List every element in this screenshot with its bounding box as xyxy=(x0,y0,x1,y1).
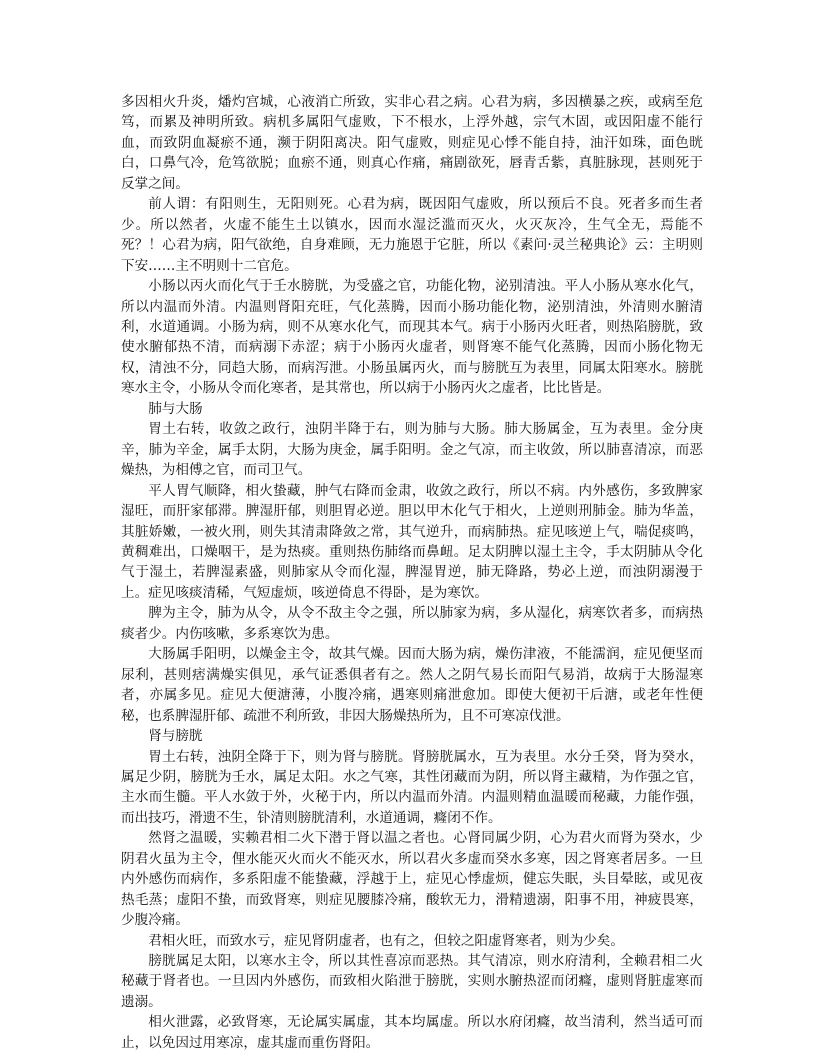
paragraph: 膀胱属足太阳，以寒水主令，所以其性喜凉而恶热。其气清凉，则水府清利，全赖君相二火秘藏于肾者也。一旦因内外感伤，而致相火陷泄于膀胱，实则水腑热涩而闭癃，虚则肾脏虚寒而遗溺。 xyxy=(121,953,703,1010)
paragraph: 脾为主令，肺为从令，从令不敌主令之强，所以肺家为病，多从湿化，病寒饮者多，而病热痰者少。内伤咳嗽，多系寒饮为患。 xyxy=(121,605,703,642)
paragraph: 前人谓：有阳则生，无阳则死。心君为病，既因阳气虚败，所以预后不良。死者多而生者少。所以然者，火虚不能生土以镇水，因而水湿泛滥而灭火，火灭灰冷，生气全无，焉能不死？！心君为病，阳气欲绝，自身难顾，无力施恩于它脏，所以《素问·灵兰秘典论》云：主明则下安……主不明则十二官危。 xyxy=(121,196,703,274)
paragraph: 胃土右转，浊阴全降于下，则为肾与膀胱。肾膀胱属水，互为表里。水分壬癸，肾为癸水，属足少阴，膀胱为壬水，属足太阳。水之气寒，其性闭藏而为阴，所以肾主藏精，为作强之官，主水而生髓。平人水敛于外，火秘于内，所以内温而外清。内温则精血温暖而秘藏，力能作强，而出技巧，滑遗不生，钋清则膀胱清利，水道通调，癃闭不作。 xyxy=(121,748,703,826)
paragraph: 大肠属手阳明，以燥金主令，故其气燥。因而大肠为病，燥伤津液，不能濡润，症见便坚而尿利，甚则痞满燥实俱见，承气证悉俱者有之。然人之阴气易长而阳气易消，故病于大肠湿寒者，亦属多见。症见大便溏薄，小腹冷痛，遇寒则痛泄愈加。即使大便初干后溏，或老年性便秘，也系脾湿肝郁、疏泄不利所致，非因大肠燥热所为，且不可寒凉伐泄。 xyxy=(121,646,703,724)
paragraph: 君相火旺，而致水亏，症见肾阴虚者，也有之，但较之阳虚肾寒者，则为少矣。 xyxy=(148,932,624,949)
paragraph: 平人胃气顺降，相火蛰藏，肿气右降而金肃，收敛之政行，所以不病。内外感伤，多致脾家湿旺，而肝家郁滞。脾湿肝郁，则胆胃必逆。胆以甲木化气于相火，上逆则刑肺金。肺为华盖，其脏娇嫩，一被火刑，则失其清肃降敛之常，其气逆升，而病肺热。症见咳逆上气，喘促痰鸣，黄稠难出，口燥咽干，是为热痰。重则热伤肺络而鼻衄。足太阴脾以湿土主令，手太阴肺从令化气于湿土，若脾湿素盛，则肺家从令而化湿，脾湿胃逆，肺无降路，势必上逆，而浊阴溺漫于上。症见咳痰清稀，气短虚烦，咳逆倚息不得卧，是为寒饮。 xyxy=(121,482,703,601)
paragraph: 多因相火升炎，燔灼宫城，心液消亡所致，实非心君之病。心君为病，多因横暴之疾，或病至危笃，而累及神明所致。病机多属阳气虚败，下不根水，上浮外越，宗气木固，或因阳虚不能行血，而致阴血凝瘀不通，濒于阴阳离决。阳气虚败，则症见心悸不能自持，油汗如珠，面色晄白，口鼻气冷，危笃欲脱；血瘀不通，则真心作痛，痛剧欲死，唇青舌紫，真脏脉现，甚则死于反掌之间。 xyxy=(121,94,703,192)
paragraph: 小肠以丙火而化气于壬水膀胱，为受盛之官，功能化物，泌别清浊。平人小肠从寒水化气，所以内温而外清。内温则肾阳充旺，气化蒸腾，因而小肠功能化物，泌别清浊，外清则水腑清利，水道通调。小肠为病，则不从寒水化气，而现其本气。病于小肠丙火旺者，则热陷膀胱，致使水腑郁热不清，而病溺下赤涩；病于小肠丙火虚者，则肾寒不能气化蒸腾，因而小肠化物无权，清浊不分，同趋大肠，而病泻泄。小肠虽属丙火，而与膀胱互为表里，同属太阳寒水。膀胱寒水主令，小肠从令而化寒者，是其常也，所以病于小肠丙火之虚者，比比皆是。 xyxy=(121,278,703,397)
document-page xyxy=(121,92,703,1053)
section-heading: 肺与大肠 xyxy=(148,400,203,417)
paragraph: 然肾之温暖，实赖君相二火下潜于肾以温之者也。心肾同属少阴，心为君火而肾为癸水，少阴君火虽为主令，俚水能灭火而火不能灭水，所以君火多虚而癸水多寒，因之肾寒者居多。一旦内外感伤而病作，多系阳虚不能蛰藏，浮越于上，症见心悸虚烦，健忘失眠，头目晕眩，或见夜热毛蒸；虚阳不蛰，而致肾寒，则症见腰膝冷痛，酸软无力，滑精遗溺，阳事不用，神疲畏寒，少腹冷痛。 xyxy=(121,830,703,929)
section-heading: 肾与膀胱 xyxy=(148,728,203,745)
paragraph: 相火泄露，必致肾寒，无论属实属虚，其本均属虚。所以水府闭癃，故当清利，然当适可而止，以免因过用寒凉，虚其虚而重伤肾阳。 xyxy=(121,1014,703,1051)
paragraph: 胃土右转，收敛之政行，浊阴半降于右，则为肺与大肠。肺大肠属金，互为表里。金分庚辛，肺为辛金，属手太阴，大肠为庚金，属手阳明。金之气凉，而主收敛，所以肺喜清凉，而恶燥热，为相傅之官，而司卫气。 xyxy=(121,421,703,479)
